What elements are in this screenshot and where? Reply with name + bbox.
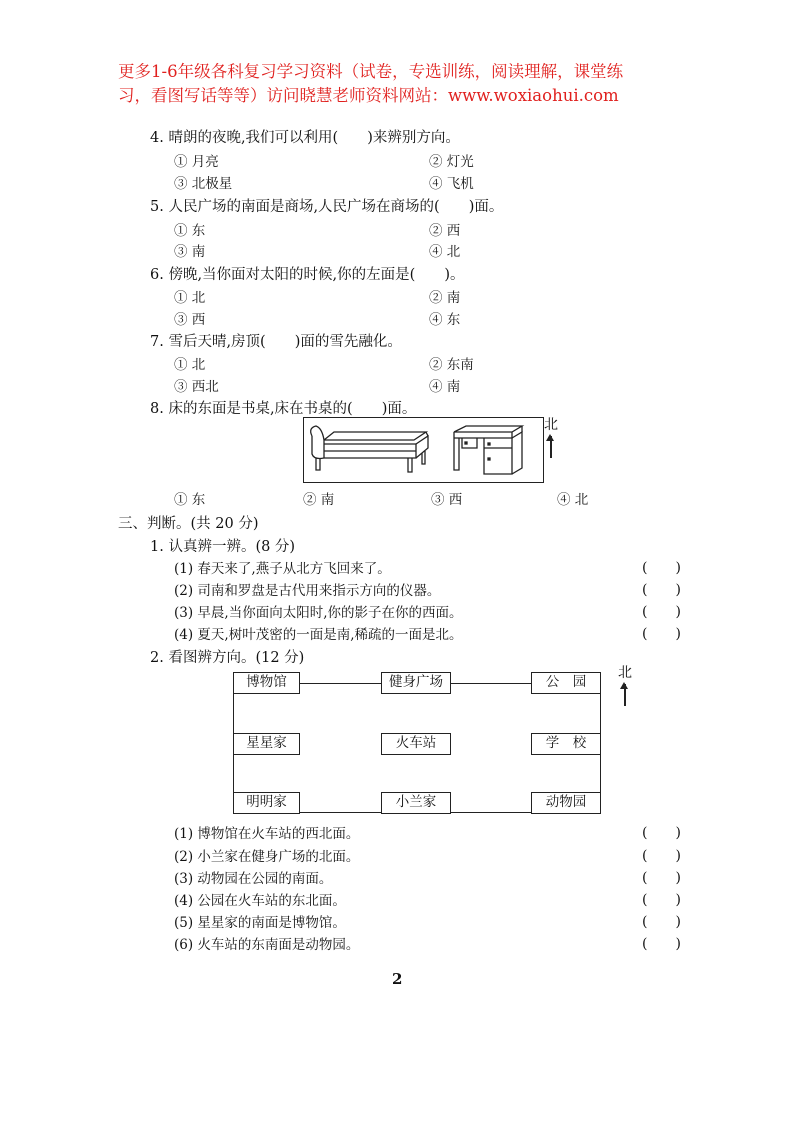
map-museum: 博物馆	[233, 672, 300, 694]
north-label: 北	[618, 665, 632, 681]
question-6-option-1: ① 北	[174, 290, 206, 306]
map-item-1: (1) 博物馆在火车站的西北面。	[174, 826, 360, 842]
section-3-part-1-title: 1. 认真辨一辨。(8 分)	[150, 539, 296, 555]
answer-paren[interactable]: ( )	[642, 848, 681, 864]
judge-item-4: (4) 夏天,树叶茂密的一面是南,稀疏的一面是北。	[174, 627, 463, 643]
question-6-option-3: ③ 西	[174, 312, 206, 328]
banner-line-2: 习，看图写话等等）访问晓慧老师资料网站：www.woxiaohui.com	[118, 86, 619, 105]
map-item-4: (4) 公园在火车站的东北面。	[174, 893, 346, 909]
question-5-option-3: ③ 南	[174, 244, 206, 260]
map-item-5: (5) 星星家的南面是博物馆。	[174, 915, 346, 931]
north-indicator-q8	[540, 414, 562, 458]
site-banner	[118, 60, 718, 108]
map-mingming-home: 明明家	[233, 792, 300, 814]
question-8-option-3: ③ 西	[431, 492, 463, 508]
answer-paren[interactable]: ( )	[642, 914, 681, 930]
answer-paren[interactable]: ( )	[642, 582, 681, 598]
map-train-station: 火车站	[381, 733, 451, 755]
bed-desk-illustration	[303, 417, 544, 483]
question-4-stem: 4. 晴朗的夜晚,我们可以利用( )来辨别方向。	[150, 130, 460, 146]
answer-paren[interactable]: ( )	[642, 870, 681, 886]
answer-paren[interactable]: ( )	[642, 560, 681, 576]
map-fitness-square: 健身广场	[381, 672, 451, 694]
answer-paren[interactable]: ( )	[642, 892, 681, 908]
judge-item-2: (2) 司南和罗盘是古代用来指示方向的仪器。	[174, 583, 441, 599]
map-item-6: (6) 火车站的东南面是动物园。	[174, 937, 360, 953]
banner-line-1: 更多1-6年级各科复习学习资料（试卷，专选训练，阅读理解，课堂练	[118, 62, 624, 81]
north-indicator-map	[614, 662, 636, 706]
judge-item-3: (3) 早晨,当你面向太阳时,你的影子在你的西面。	[174, 605, 463, 621]
question-5-option-2: ② 西	[429, 223, 461, 239]
question-4-option-4: ④ 飞机	[429, 176, 474, 192]
map-item-3: (3) 动物园在公园的南面。	[174, 871, 333, 887]
question-4-option-3: ③ 北极星	[174, 176, 233, 192]
section-3-part-2-title: 2. 看图辨方向。(12 分)	[150, 650, 305, 666]
judge-item-1: (1) 春天来了,燕子从北方飞回来了。	[174, 561, 391, 577]
question-8-option-2: ② 南	[303, 492, 335, 508]
map-school: 学 校	[531, 733, 601, 755]
answer-paren[interactable]: ( )	[642, 604, 681, 620]
map-item-2: (2) 小兰家在健身广场的北面。	[174, 849, 360, 865]
north-label: 北	[544, 417, 558, 433]
question-6-stem: 6. 傍晚,当你面对太阳的时候,你的左面是( )。	[150, 267, 465, 283]
question-5-option-4: ④ 北	[429, 244, 461, 260]
answer-paren[interactable]: ( )	[642, 626, 681, 642]
answer-paren[interactable]: ( )	[642, 825, 681, 841]
question-8-stem: 8. 床的东面是书桌,床在书桌的( )面。	[150, 401, 417, 417]
question-4-option-1: ① 月亮	[174, 154, 219, 170]
question-7-option-4: ④ 南	[429, 379, 461, 395]
question-8-option-1: ① 东	[174, 492, 206, 508]
bed-desk-drawing	[304, 418, 542, 481]
question-4-option-2: ② 灯光	[429, 154, 474, 170]
question-8-option-4: ④ 北	[557, 492, 589, 508]
map-park: 公 园	[531, 672, 601, 694]
map-xingxing-home: 星星家	[233, 733, 300, 755]
map-xiaolan-home: 小兰家	[381, 792, 451, 814]
question-7-option-1: ① 北	[174, 357, 206, 373]
question-6-option-2: ② 南	[429, 290, 461, 306]
north-arrow-icon	[550, 436, 552, 458]
question-7-stem: 7. 雪后天晴,房顶( )面的雪先融化。	[150, 334, 402, 350]
section-3-title: 三、判断。(共 20 分)	[118, 516, 259, 532]
map-zoo: 动物园	[531, 792, 601, 814]
question-7-option-3: ③ 西北	[174, 379, 219, 395]
question-5-option-1: ① 东	[174, 223, 206, 239]
question-6-option-4: ④ 东	[429, 312, 461, 328]
bed-icon	[311, 426, 428, 472]
answer-paren[interactable]: ( )	[642, 936, 681, 952]
desk-icon	[454, 426, 522, 474]
question-5-stem: 5. 人民广场的南面是商场,人民广场在商场的( )面。	[150, 199, 504, 215]
page-number: 2	[392, 970, 403, 988]
north-arrow-icon	[624, 684, 626, 706]
question-7-option-2: ② 东南	[429, 357, 474, 373]
